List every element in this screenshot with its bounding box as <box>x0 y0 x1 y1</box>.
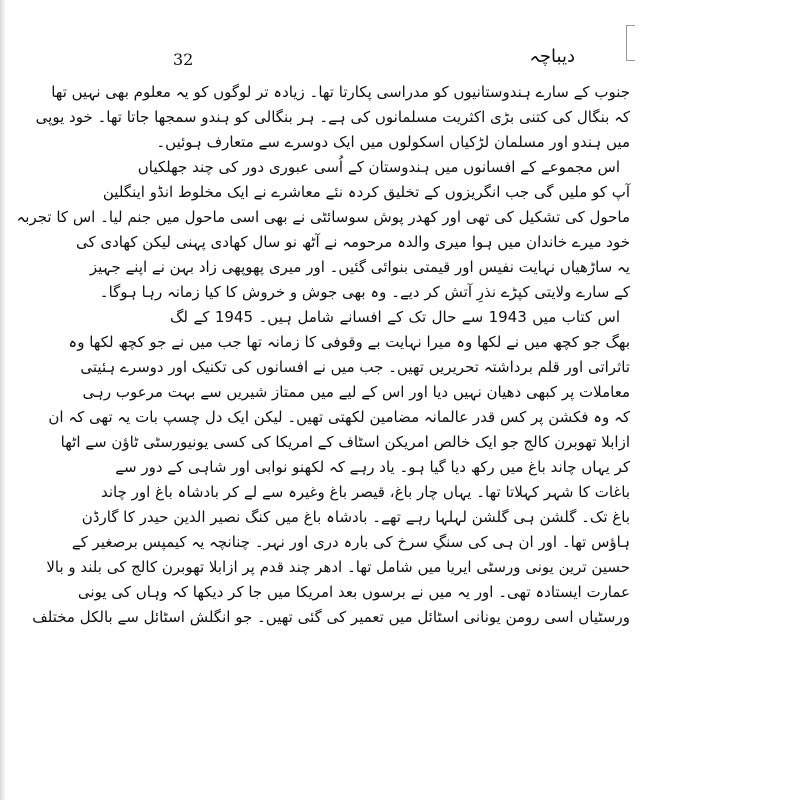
running-head: دیباچہ <box>529 46 575 67</box>
text-line-1: جنوب کے سارے ہندوستانیوں کو مدراسی پکارتا تھا۔ زیادہ تر لوگوں کو یہ معلوم بھی نہیں تھا <box>51 83 630 101</box>
text-line-13: معاملات پر کبھی دھیان نہیں دیا اور اس کے لیے میں ممتاز شیریں سے بہت مرعوب رہی <box>82 383 630 401</box>
text-line-2: کہ بنگال کی کتنی بڑی اکثریت مسلمانوں کی ہے۔ ہر بنگالی کو ہندو سمجھا جاتا تھا۔ خود یوپی <box>35 108 630 126</box>
page-edge-mark <box>626 25 635 61</box>
text-line-8: یہ ساڑھیاں نہایت نفیس اور قیمتی بنوائی گئیں۔ اور میری پھوپھی زاد بہن نے اپنے جہیز <box>89 258 630 276</box>
text-line-17: باغات کا شہر کہلاتا تھا۔ یہاں چار باغ، قیصر باغ وغیرہ سے لے کر بادشاہ باغ اور چاند <box>100 483 630 501</box>
text-line-15: ازابلا تھوبرن کالج جو ایک خالص امریکن اسٹاف کے امریکا کی کسی یونیورسٹی ٹاؤن سے اٹھا <box>60 433 630 451</box>
text-line-18: باغ تک۔ گلشن ہی گلشن لہلہا رہے تھے۔ بادشاہ باغ میں کنگ نصیر الدین حیدر کا گارڈن <box>81 508 630 526</box>
text-line-22: ورسٹیاں اسی رومن یونانی اسٹائل میں تعمیر کی گئی تھیں۔ جو انگلش اسٹائل سے بالکل مختلف <box>32 608 630 626</box>
text-line-21: عمارت ایستادہ تھی۔ اور یہ میں نے برسوں بعد امریکا میں جا کر دیکھا کہ وہاں کی یونی <box>77 583 630 601</box>
text-line-10: اس کتاب میں 1943 سے حال تک کے افسانے شامل ہیں۔ 1945 کے لگ <box>170 308 620 326</box>
body-text <box>16 80 630 630</box>
text-line-9: کے سارے ولایتی کپڑے نذرِ آتش کر دیے۔ وہ بھی جوش و خروش کا کیا زمانہ رہا ہوگا۔ <box>99 283 630 301</box>
text-line-16: کر یہاں چاند باغ میں رکھ دیا گیا ہو۔ یاد رہے کہ لکھنو نوابی اور شاہی کے دور سے <box>115 458 630 476</box>
page-number: 32 <box>173 50 194 69</box>
text-line-19: ہاؤس تھا۔ اور ان ہی کی سنگِ سرخ کی بارہ دری اور نہر۔ چنانچہ یہ کیمپس برصغیر کے <box>71 533 630 551</box>
text-line-3: میں ہندو اور مسلمان لڑکیاں اسکولوں میں ایک دوسرے سے متعارف ہوئیں۔ <box>156 133 630 151</box>
text-line-12: تاثراتی اور قلم برداشتہ تحریریں تھیں۔ جب میں نے افسانوں کی تکنیک اور دوسرے ہئیتی <box>80 358 630 376</box>
text-line-5: آپ کو ملیں گی جب انگریزوں کے تخلیق کردہ نئے معاشرے نے ایک مخلوط انڈو اینگلین <box>102 183 630 201</box>
text-line-11: بھگ جو کچھ میں نے لکھا وہ میرا نہایت بے وقوفی کا زمانہ تھا جب میں نے جو کچھ لکھا وہ <box>68 333 630 351</box>
text-line-14: کہ وہ فکشن پر کس قدر عالمانہ مضامین لکھتی تھیں۔ لیکن ایک دل چسپ بات یہ تھی کہ ان <box>48 408 630 426</box>
text-line-6: ماحول کی تشکیل کی تھی اور کھدر پوش سوسائٹی نے بھی اسی ماحول میں جنم لیا۔ اس کا تجربہ <box>16 208 630 226</box>
text-line-20: حسین ترین یونی ورسٹی ایریا میں شامل تھا۔ ادھر چند قدم پر ازابلا تھوبرن کالج کی بلند و بالا <box>46 558 630 576</box>
page-spine-shadow <box>0 0 6 800</box>
text-line-4: اس مجموعے کے افسانوں میں ہندوستان کے اُسی عبوری دور کی چند جھلکیاں <box>137 158 620 176</box>
text-line-7: خود میرے خاندان میں ہوا میری والدہ مرحومہ نے آٹھ نو سال کھادی پہنی لیکن کھادی کی <box>75 233 630 251</box>
